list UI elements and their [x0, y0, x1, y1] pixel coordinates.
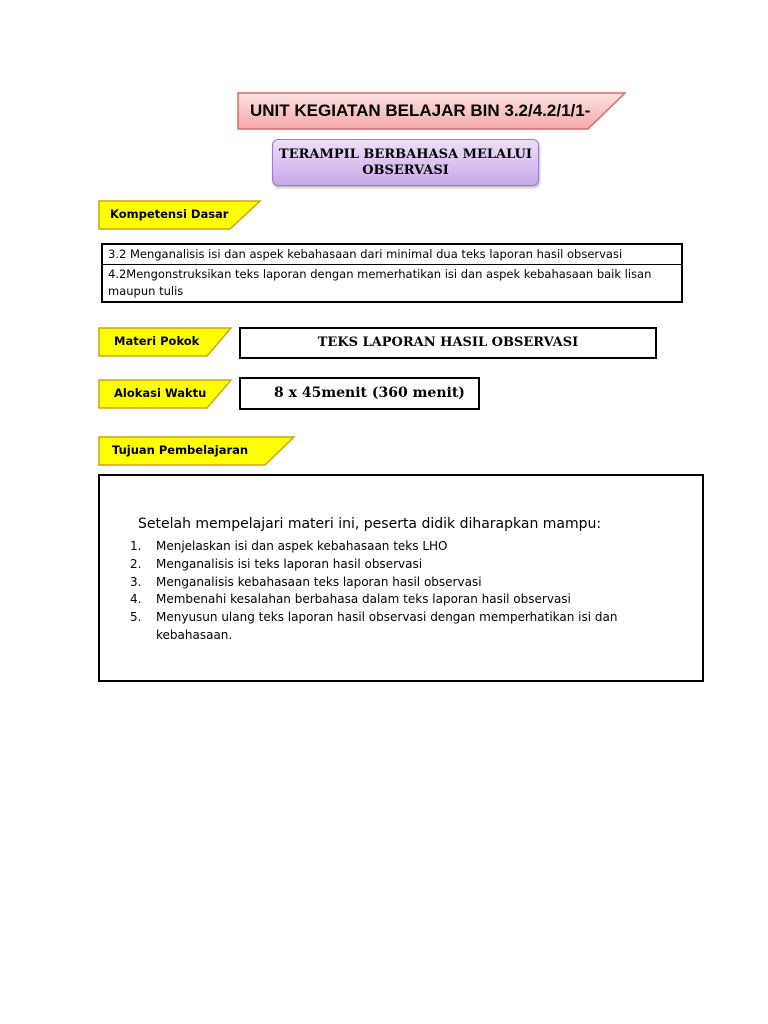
- list-item: [130, 609, 670, 645]
- tujuan-pembelajaran-label: Tujuan Pembelajaran: [112, 443, 249, 457]
- subtitle-box: [272, 139, 539, 186]
- kompetensi-dasar-tag: [97, 199, 262, 231]
- materi-pokok-label: Materi Pokok: [114, 334, 200, 348]
- materi-pokok-value: TEKS LAPORAN HASIL OBSERVASI: [239, 327, 657, 359]
- tujuan-pembelajaran-box: [98, 474, 704, 682]
- list-item-number: 2.: [130, 556, 142, 571]
- alokasi-waktu-label: Alokasi Waktu: [114, 386, 207, 400]
- list-item-text: Menganalisis kebahasaan teks laporan hasil observasi: [156, 574, 482, 589]
- tujuan-pembelajaran-tag: [97, 435, 296, 467]
- list-item-number: 3.: [130, 574, 142, 589]
- title-banner: [236, 91, 628, 131]
- list-item-number: 1.: [130, 539, 142, 553]
- list-item-number: 4.: [130, 592, 142, 607]
- kompetensi-dasar-label: Kompetensi Dasar: [110, 207, 229, 221]
- tujuan-intro: Setelah mempelajari materi ini, peserta didik diharapkan mampu:: [138, 516, 602, 532]
- page-title: UNIT KEGIATAN BELAJAR BIN 3.2/4.2/1/1-: [250, 101, 591, 120]
- kompetensi-dasar-table: [101, 243, 683, 303]
- tujuan-list: [130, 538, 670, 645]
- list-item-text: Menyusun ulang teks laporan hasil observasi dengan memperhatikan isi dan kebahasaan.: [156, 610, 618, 642]
- subtitle-line-2: OBSERVASI: [362, 163, 449, 178]
- list-item: [130, 591, 670, 609]
- alokasi-waktu-value: 8 x 45menit (360 menit): [239, 377, 480, 410]
- subtitle-line-1: TERAMPIL BERBAHASA MELALUI: [279, 147, 532, 162]
- list-item: [130, 538, 670, 556]
- list-item-text: Menjelaskan isi dan aspek kebahasaan teks LHO: [156, 539, 448, 553]
- table-row: 3.2 Menganalisis isi dan aspek kebahasaan dari minimal dua teks laporan hasil observasi: [108, 247, 623, 261]
- materi-pokok-tag: [97, 326, 233, 358]
- alokasi-waktu-tag: [97, 378, 233, 410]
- list-item: [130, 556, 670, 574]
- list-item-number: 5.: [130, 610, 142, 625]
- table-row: 4.2Mengonstruksikan teks laporan dengan memerhatikan isi dan aspek kebahasaan baik lisan maupun tulis: [103, 264, 681, 301]
- list-item-text: Menganalisis isi teks laporan hasil observasi: [156, 556, 423, 571]
- list-item: [130, 574, 670, 592]
- list-item-text: Membenahi kesalahan berbahasa dalam teks laporan hasil observasi: [156, 592, 571, 607]
